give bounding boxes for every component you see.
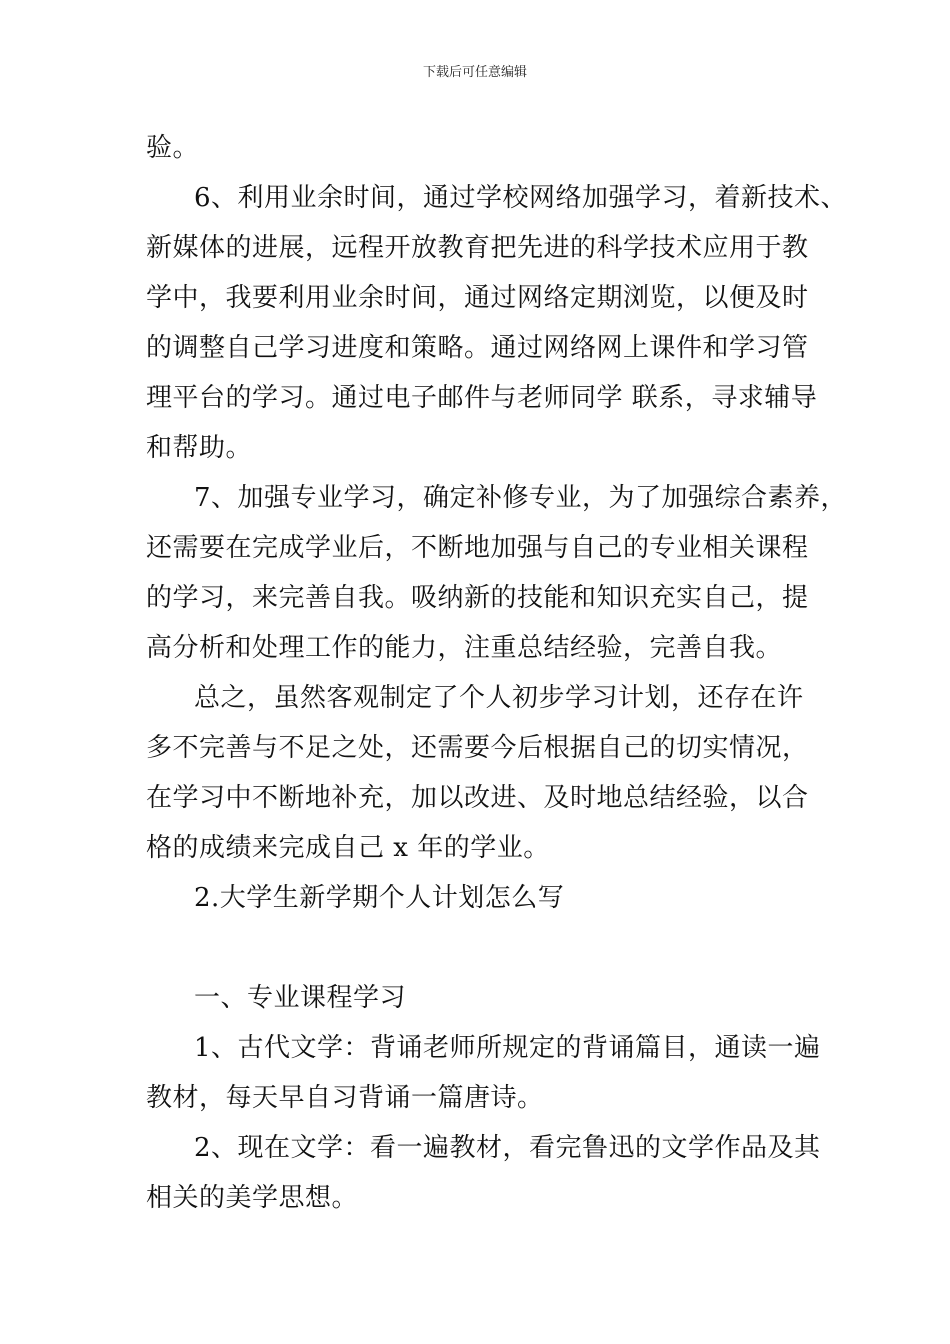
text-line: 相关的美学思想。 <box>146 1183 359 1213</box>
text-line: 高分析和处理工作的能力，注重总结经验，完善自我。 <box>146 633 783 663</box>
text-line: 和帮助。 <box>146 433 253 463</box>
text-line: 总之，虽然客观制定了个人初步学习计划，还存在许 <box>194 683 804 713</box>
text-line: 多不完善与不足之处，还需要今后根据自己的切实情况， <box>146 733 809 763</box>
subsection-heading: 一、专业课程学习 <box>194 983 407 1013</box>
text-line: 格的成绩来完成自己 x 年的学业。 <box>146 833 550 863</box>
text-line: 新媒体的进展，远程开放教育把先进的科学技术应用于教 <box>146 233 809 263</box>
text-line: 验。 <box>146 133 200 163</box>
section-heading: 2.大学生新学期个人计划怎么写 <box>194 883 565 913</box>
page-header-watermark: 下载后可任意编辑 <box>422 65 527 80</box>
text-line: 的调整自己学习进度和策略。通过网络网上课件和学习管 <box>146 333 809 363</box>
text-line: 6、利用业余时间，通过学校网络加强学习，着新技术、 <box>194 183 848 213</box>
text-line: 的学习，来完善自我。吸纳新的技能和知识充实自己，提 <box>146 583 809 613</box>
text-line: 2、现在文学：看一遍教材，看完鲁迅的文学作品及其 <box>194 1133 821 1163</box>
text-line: 1、古代文学：背诵老师所规定的背诵篇目，通读一遍 <box>194 1033 821 1063</box>
text-line: 理平台的学习。通过电子邮件与老师同学 联系，寻求辅导 <box>146 383 818 413</box>
text-line: 7、加强专业学习，确定补修专业，为了加强综合素养， <box>194 483 848 513</box>
text-line: 还需要在完成学业后，不断地加强与自己的专业相关课程 <box>146 533 809 563</box>
text-line: 教材，每天早自习背诵一篇唐诗。 <box>146 1083 544 1113</box>
text-line: 学中，我要利用业余时间，通过网络定期浏览，以便及时 <box>146 283 809 313</box>
text-line: 在学习中不断地补充，加以改进、及时地总结经验，以合 <box>146 783 809 813</box>
